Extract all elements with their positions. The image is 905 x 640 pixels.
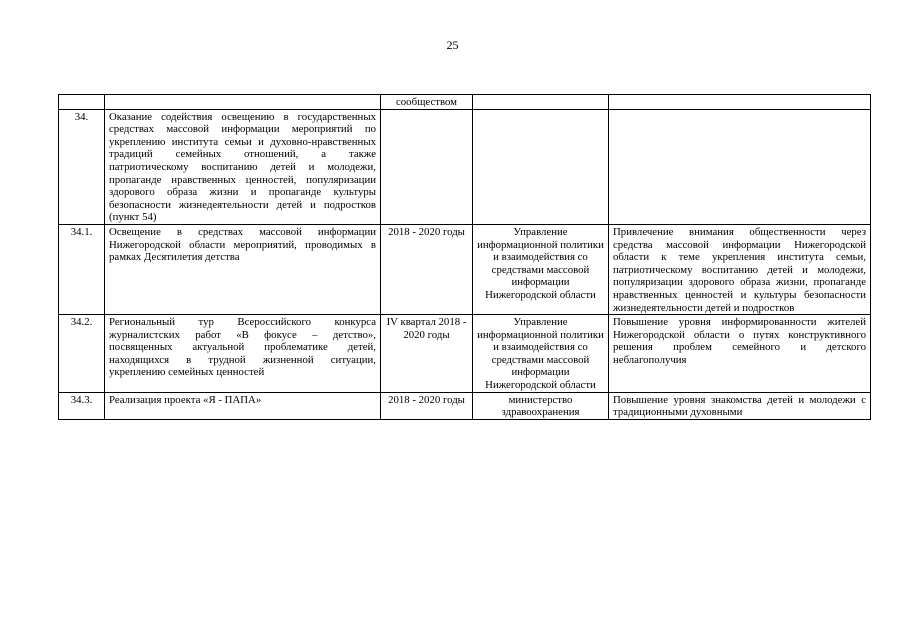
item-number: 34.1. xyxy=(59,224,105,314)
item-executor: Управление информационной политики и взаимодействия со средствами массовой информации Нижегородской области xyxy=(473,224,609,314)
item-executor: министерство здравоохранения xyxy=(473,392,609,419)
cell-num xyxy=(59,95,105,110)
action-plan-table xyxy=(58,94,871,420)
item-executor: Управление информационной политики и взаимодействия со средствами массовой информации Нижегородской области xyxy=(473,315,609,393)
item-result: Привлечение внимания общественности через средства массовой информации Нижегородской области к теме укрепления института семьи, патриотическому воспитанию детей и молодежи, популяризации здорового образа жизни, пропаганде нравственных ценностей и культуры безопасности жизнедеятельности детей и подростков xyxy=(609,224,871,314)
item-deadline: 2018 - 2020 годы xyxy=(381,224,473,314)
item-executor xyxy=(473,109,609,224)
table-row xyxy=(59,224,871,314)
table-row-carryover xyxy=(59,95,871,110)
item-number: 34.2. xyxy=(59,315,105,393)
cell-action xyxy=(105,95,381,110)
item-action: Региональный тур Всероссийского конкурса журналистских работ «В фокусе – детство», посвященных актуальной проблематике детей, находящихся в трудной жизненной ситуации, укреплению семейных ценностей xyxy=(105,315,381,393)
table-row xyxy=(59,315,871,393)
table-row xyxy=(59,109,871,224)
page-number: 25 xyxy=(446,38,459,52)
item-result: Повышение уровня информированности жителей Нижегородской области о путях конструктивного решения проблем семейного и детского неблагополучия xyxy=(609,315,871,393)
cell-result xyxy=(609,95,871,110)
item-action: Реализация проекта «Я - ПАПА» xyxy=(105,392,381,419)
item-deadline: IV квартал 2018 - 2020 годы xyxy=(381,315,473,393)
item-number: 34. xyxy=(59,109,105,224)
table-row xyxy=(59,392,871,419)
item-action: Освещение в средствах массовой информации Нижегородской области мероприятий, проводимых в рамках Десятилетия детства xyxy=(105,224,381,314)
item-deadline xyxy=(381,109,473,224)
item-action: Оказание содействия освещению в государственных средствах массовой информации мероприятий по укреплению института семьи и духовно-нравственных традиций семейных отношений, а также патриотическому воспитанию детей и молодежи, пропаганде нравственных ценностей, популяризации здорового образа жизни и пропаганде культуры безопасности жизнедеятельности детей и подростков (пункт 54) xyxy=(105,109,381,224)
item-deadline: 2018 - 2020 годы xyxy=(381,392,473,419)
cell-deadline-tail: сообществом xyxy=(381,95,473,110)
item-result-text: Повышение уровня знакомства детей и молодежи с традиционными духовными xyxy=(613,393,866,419)
item-result xyxy=(609,392,871,419)
cell-executor xyxy=(473,95,609,110)
item-number: 34.3. xyxy=(59,392,105,419)
item-result xyxy=(609,109,871,224)
